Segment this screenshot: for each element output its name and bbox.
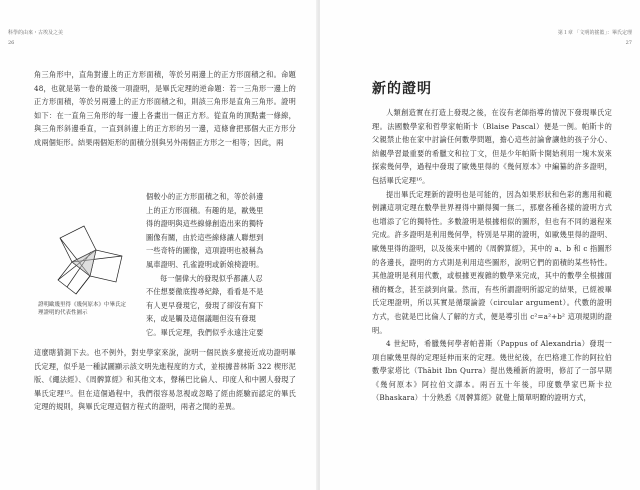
- paragraph: 提出畢氏定理新的證明也是可能的，因為如果形狀和色彩的應用和範例讓這項定理在數學世界裡得中顯得獨一無二，那麼各種各樣的證明方式也增添了它的獨特性。多數證明是根據相似的圖形，但也有不同的過程來完成。許多證明是利用幾何學，特別是早期的證明，如歐幾里得的證明、歐幾里得的證明，以及後來中國的《周髀算經》，其中的 a、b 和 c 指圖形的各邊長，證明的方式則是利用這些圖形，說明它們的面積的某些特性。其他證明是利用代數，或根據更複雜的數學來完成，其中的數學全根據面積的概念，甚至談到向量。然而，有些所謂證明所認定的結果，已經被畢氏定理證明，所以其實是循環論證（circular argument）。代數的證明方式，也就是巴比倫人了解的方式，便是導引出 c²=a²+b² 這項規則的證明。: [372, 189, 612, 335]
- left-text-wrap: [146, 190, 298, 340]
- paragraph: 這麼瞎猜測下去。也不例外，對史學家來說，說明一個民族多麼接近成功證明畢氏定理，似乎是一種試圖顯示該文明先進程度的方式，並根據普林斯 322 楔形泥版、《繩法經》、《周髀算經》和其他文本，聲稱巴比倫人、印度人和中國人發現了畢氏定理¹⁵。但在這個過程中，我們很容易忽視或忽略了經由經驗而認定的畢氏定理的規則，與畢氏定理這個方程式的證明，兩者之間的差異。: [34, 348, 296, 412]
- right-page-number: 27: [625, 40, 632, 46]
- wrap-line: 有人更早發現它，發現了卻沒有寫下: [146, 300, 264, 310]
- wrap-line: 風車證明、孔雀證明或新娘椅證明。: [146, 259, 264, 269]
- wrap-line: 來，或是觸及這個議題但沒有發現: [146, 314, 257, 324]
- left-page-number: 26: [8, 40, 15, 46]
- euclid-windmill-diagram: [38, 220, 126, 302]
- wrap-line: 上的正方形面積。有趣的是，歐幾里: [146, 205, 264, 215]
- paragraph: 4 世紀時，希臘幾何學者帕普斯（Pappus of Alexandria）發現一項自歐幾里得的定理延伸而來的定理。幾世紀後，在巴格達工作的阿拉伯數學家塔比（Thābit Ibn Qurra）提出幾種新的證明，修訂了一部早期《幾何原本》阿拉伯文譯本。兩百五十年後，印度數學家巴斯卡拉（Bhaskara）十分熟悉《周髀算經》就覺上簡單明瞭的證明方式，: [372, 339, 612, 403]
- left-running-header: 科學的由來・古埃及之美: [8, 30, 64, 36]
- right-text: [372, 106, 612, 405]
- left-page: [0, 0, 319, 490]
- pythagorean-proof-figure: [38, 220, 126, 302]
- section-title: 新的證明: [372, 81, 432, 97]
- paragraph: 角三角形中，直角對邊上的正方形面積，等於另兩邊上的正方形面積之和。命題 48，也就是第一卷的最後一項證明，是畢氏定理的逆命題：若一三角形一邊上的正方形面積，等於另兩邊上的正方形面積之和，則該三角形是直角三角形。證明如下：在一直角三角形的每一邊上各畫出一個正方形。從直角的頂點畫一條線，與三角形斜邊垂直，一直到斜邊上的正方形的另一邊，這條會把那個大正方形分成兩個矩形。結果兩個矩形的面積分別與另外兩個正方形之一相等；因此，兩: [34, 70, 296, 147]
- left-text-bottom: [34, 346, 296, 414]
- left-text-top: [34, 68, 296, 150]
- right-running-header: 第１章 「文明的搖籃」：畢氏定理: [557, 30, 632, 36]
- figure-caption: 證明歐幾里得《幾何原本》中畢氏定理證明的代表性圖示: [38, 302, 127, 316]
- paragraph: 人類創造實在打造上發現之後，在沒有老師指導的情況下發現畢氏定理。法國數學家和哲學家帕斯卡（Blaise Pascal）便是一例。帕斯卡的父親禁止他在家中討論任何數學問題，擔心這些討論會讓他的孩子分心、結覦學習最重要的希臘文和拉丁文，但是少年帕斯卡開始利用一塊木炭來探索幾何學，過程中發現了歐幾里得的《幾何原本》中編纂的許多證明，包括畢氏定理¹⁶。: [372, 108, 612, 185]
- wrap-line: 圖像有關，由於這些線條讓人聯想到: [146, 232, 264, 242]
- wrap-line: 得的證明與這些線條創造出來的獨特: [146, 219, 264, 229]
- wrap-line: 每一個偉大的發現似乎都讓人忍: [160, 273, 263, 283]
- wrap-line: 一些奇特的圖像，這項證明也被稱為: [146, 246, 264, 256]
- wrap-line: 個較小的正方形面積之和，等於斜邊: [146, 192, 264, 201]
- wrap-line: 它。畢氏定理，我們似乎永遠注定要: [146, 327, 264, 337]
- wrap-line: 不住想要徹底搜尋紀錄，看看是不是: [146, 287, 264, 297]
